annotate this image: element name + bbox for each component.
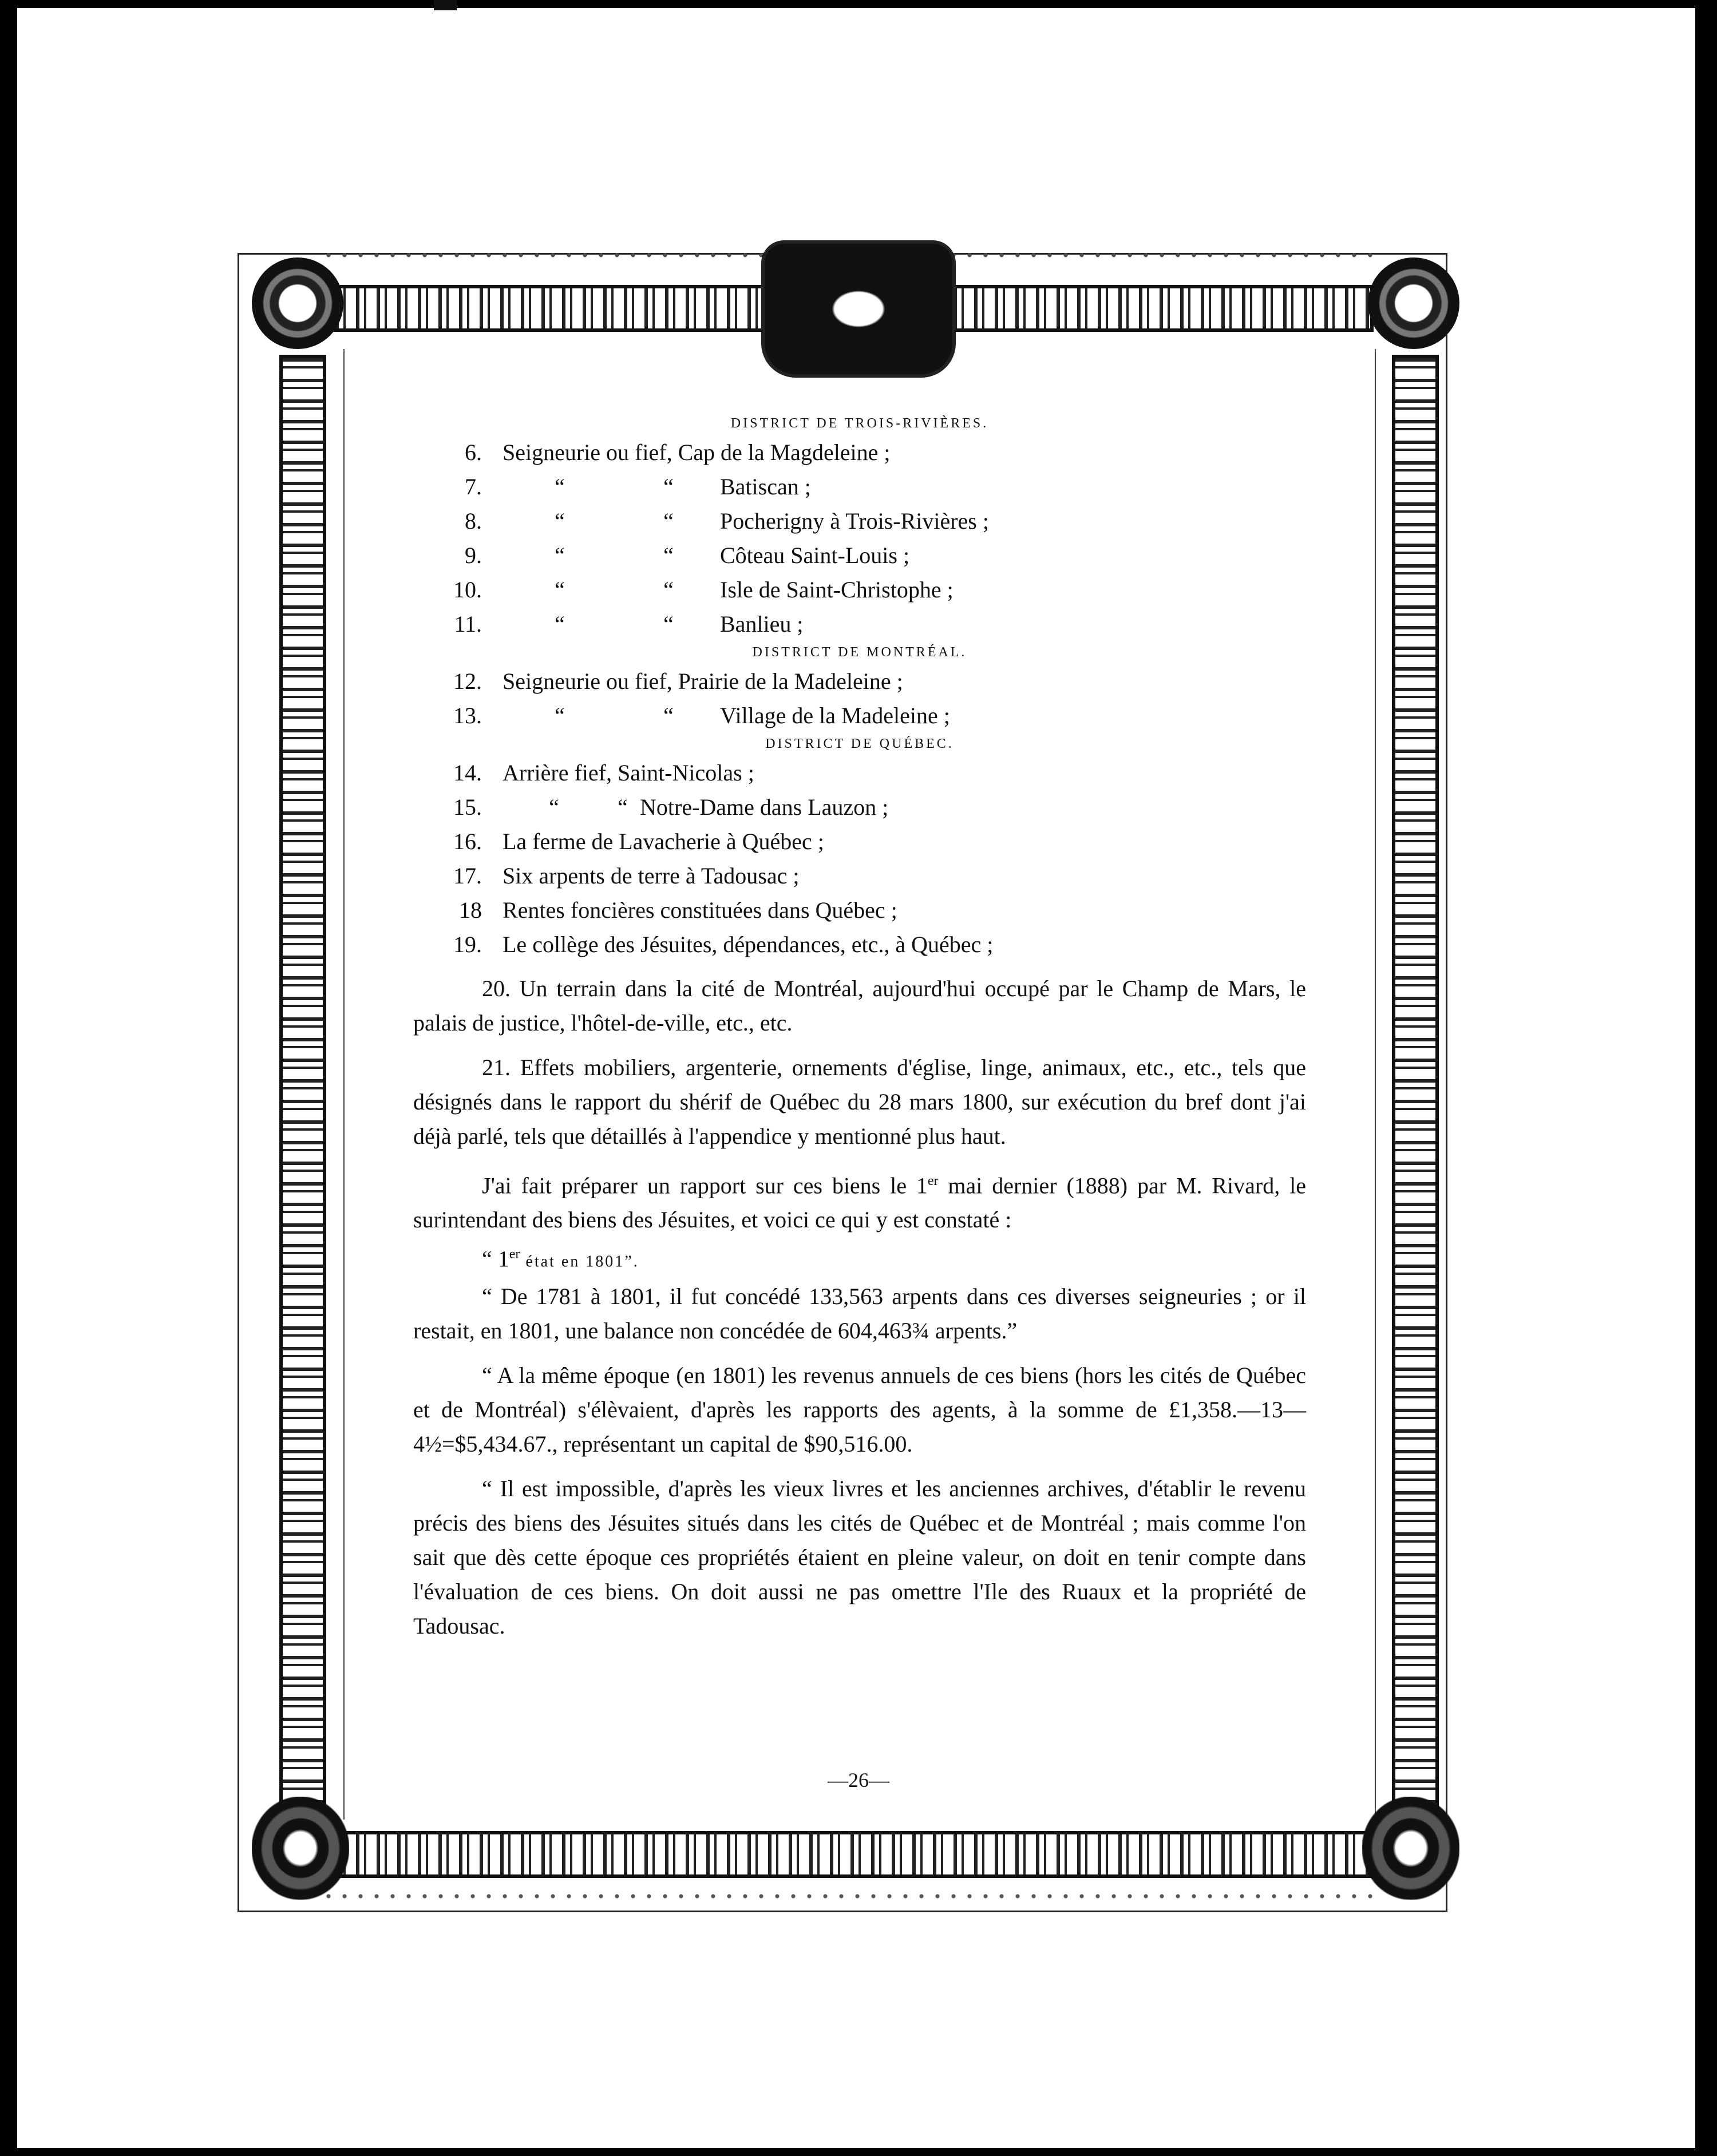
- district-heading: DISTRICT DE MONTRÉAL.: [752, 645, 967, 660]
- list-item: 9. “ “ Côteau Saint-Louis ;: [465, 542, 910, 568]
- scan-smudge: [434, 0, 457, 10]
- greek-key-band-right: [1392, 355, 1439, 1820]
- corner-ornament-icon: [252, 1797, 349, 1900]
- corner-ornament-icon: [1362, 1797, 1459, 1900]
- madonna-cherubs-vignette-icon: [761, 240, 956, 378]
- list-item: 17. Six arpents de terre à Tadousac ;: [453, 862, 800, 889]
- list-item: 16. La ferme de Lavacherie à Québec ;: [453, 828, 824, 854]
- paragraph: 20. Un terrain dans la cité de Montréal, aujourd'hui occupé par le Champ de Mars, le palais de justice, l'hôtel-de-ville, etc., etc.: [413, 976, 1306, 1036]
- figure-medallion-icon: [1368, 257, 1459, 349]
- list-item: 12. Seigneurie ou fief, Prairie de la Madeleine ;: [453, 668, 903, 694]
- list-item: 18 Rentes foncières constituées dans Québec ;: [459, 897, 897, 923]
- list-item: 13. “ “ Village de la Madeleine ;: [453, 702, 950, 728]
- page-number: —26—: [828, 1769, 889, 1792]
- list-item: 8. “ “ Pocherigny à Trois-Rivières ;: [465, 508, 989, 534]
- list-item: 14. Arrière fief, Saint-Nicolas ;: [453, 759, 754, 786]
- lyre-medallion-icon: [252, 257, 343, 349]
- frame-dot-border-bottom: [321, 1888, 1374, 1904]
- district-heading: DISTRICT DE TROIS-RIVIÈRES.: [730, 416, 989, 431]
- paragraph: “ A la même époque (en 1801) les revenus annuels de ces biens (hors les cités de Québec et de Montréal) s'élèvaient, d'après les rapports des agents, à la somme de £1,358.—13—4½=$5,434.67., représentant un capital de $90,516.00.: [413, 1362, 1306, 1457]
- list-item: 15. “ “ Notre-Dame dans Lauzon ;: [453, 794, 889, 820]
- greek-key-band-left: [279, 355, 326, 1820]
- paragraph: “ Il est impossible, d'après les vieux livres et les anciennes archives, d'établir le revenu précis des biens des Jésuites situés dans les cités de Québec et de Montréal ; mais comme l'on sait que dès cette époque ces propriétés étaient en pleine valeur, on doit en tenir compte dans l'évaluation de ces biens. On doit aussi ne pas omettre l'Ile des Ruaux et la propriété de Tadousac.: [413, 1475, 1306, 1639]
- greek-key-band-bottom: [332, 1831, 1374, 1878]
- list-item: 10. “ “ Isle de Saint-Christophe ;: [453, 576, 954, 603]
- state-title: “ 1er état en 1801”.: [482, 1246, 639, 1272]
- paragraph: “ De 1781 à 1801, il fut concédé 133,563 arpents dans ces diverses seigneuries ; or il restait, en 1801, une balance non concédée de 604,463¾ arpents.”: [413, 1283, 1306, 1343]
- list-item: 11. “ “ Banlieu ;: [454, 611, 804, 637]
- list-item: 19. Le collège des Jésuites, dépendances, etc., à Québec ;: [453, 931, 994, 957]
- district-heading: DISTRICT DE QUÉBEC.: [765, 736, 954, 751]
- paragraph: J'ai fait préparer un rapport sur ces biens le 1er mai dernier (1888) par M. Rivard, le surintendant des biens des Jésuites, et voici ce qui y est constaté :: [413, 1172, 1306, 1233]
- page-content: [413, 412, 1306, 1643]
- paragraph: 21. Effets mobiliers, argenterie, ornements d'église, linge, animaux, etc., etc., tels que désignés dans le rapport du shérif de Québec du 28 mars 1800, sur exécution du bref dont j'ai déjà parlé, tels que détaillés à l'appendice y mentionné plus haut.: [413, 1055, 1306, 1149]
- list-item: 7. “ “ Batiscan ;: [465, 473, 811, 500]
- list-item: 6. Seigneurie ou fief, Cap de la Magdeleine ;: [465, 439, 891, 465]
